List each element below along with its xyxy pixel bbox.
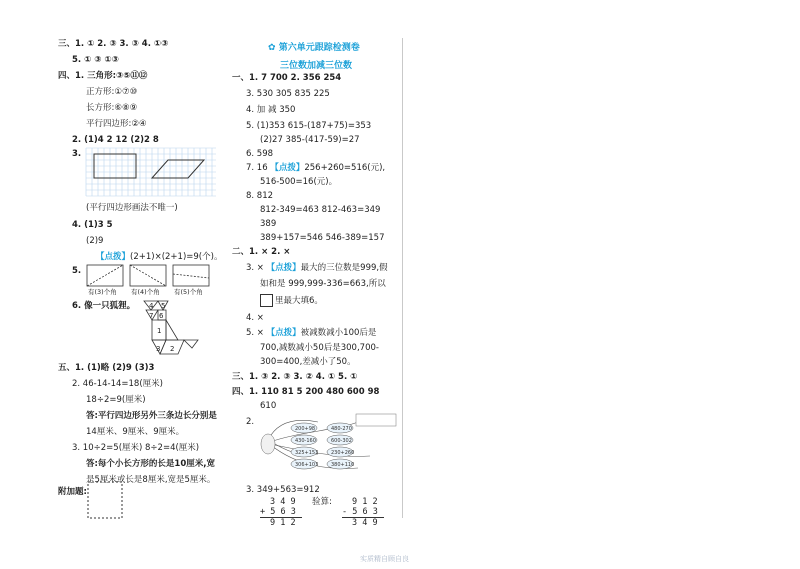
r-l15 bbox=[260, 294, 323, 307]
grid-parallelogram bbox=[152, 160, 204, 178]
r-l2: 3. 530 305 835 225 bbox=[246, 89, 330, 99]
fish-label-5: 325+153 bbox=[295, 450, 319, 456]
unit-title-text: 第六单元跟踪检测卷 bbox=[278, 43, 360, 53]
r-l7-text: 256+260=516(元), bbox=[304, 163, 386, 173]
r-l16: 4. × bbox=[246, 313, 264, 323]
r-l13 bbox=[246, 262, 388, 274]
s5-q2-answer: 答:平行四边形另外三条边长分别是 bbox=[86, 411, 217, 421]
s5-q1: 五、1. (1)略 (2)9 (3)3 bbox=[58, 363, 155, 373]
s4-q3-label: 3. bbox=[72, 149, 82, 159]
tangram-num-3: 3 bbox=[156, 345, 161, 353]
tangram-num-5: 5 bbox=[161, 302, 166, 310]
s4-q6: 6. 像一只狐狸。 bbox=[72, 301, 136, 311]
tangram-fox bbox=[138, 298, 202, 356]
s3-line2: 5. ① ③ ①③ bbox=[72, 55, 119, 65]
s5-q2b: 18÷2=9(厘米) bbox=[86, 395, 146, 405]
s5-q3-answer: 答:每个小长方形的长是10厘米,宽 bbox=[86, 459, 215, 469]
extra-figure bbox=[86, 480, 126, 522]
title-flower-icon: ✿ bbox=[268, 43, 276, 53]
fish-label-6: 230+260 bbox=[331, 450, 355, 456]
r-l18: 700,减数减小50后是300,700- bbox=[260, 343, 379, 353]
r-l13-text: 最大的三位数是999,假 bbox=[300, 263, 388, 273]
footer-watermark: 实质精自顾自良 bbox=[360, 555, 409, 563]
extra-label: 附加题: bbox=[58, 487, 87, 497]
r-l7-num: 7. 16 bbox=[246, 163, 268, 173]
fish-label-3: 430-160 bbox=[295, 438, 316, 444]
column-divider bbox=[402, 38, 403, 518]
vert-add-2: + 5 6 3 bbox=[260, 507, 296, 517]
tangram-num-2: 2 bbox=[170, 345, 175, 353]
r-l4: 5. (1)353 615-(187+75)=353 bbox=[246, 121, 372, 131]
q5-figures bbox=[86, 264, 216, 288]
check-label: 验算: bbox=[312, 497, 332, 507]
s4-q2: 2. (1)4 2 12 (2)2 8 bbox=[72, 135, 159, 145]
r-l15-text: 里最大填6。 bbox=[275, 296, 323, 306]
r-l17-num: 5. × bbox=[246, 328, 264, 338]
r-l10: 389 bbox=[260, 219, 277, 229]
s4-q1-para: 平行四边形:②④ bbox=[86, 119, 147, 129]
r-l13-num: 3. × bbox=[246, 263, 264, 273]
tangram-num-6: 6 bbox=[159, 312, 164, 320]
vert-sub-3: 3 4 9 bbox=[352, 518, 378, 528]
vert-sub-1: 9 1 2 bbox=[352, 497, 378, 507]
r-l11: 389+157=546 546-389=157 bbox=[260, 233, 385, 243]
fish-figure bbox=[258, 412, 398, 476]
s5-q3-answer2: 是5厘米或长是8厘米,宽是5厘米。 bbox=[86, 475, 216, 485]
s5-q2-answer2: 14厘米、9厘米、9厘米。 bbox=[86, 427, 185, 437]
s4-q4-tip bbox=[96, 251, 222, 263]
unit-title bbox=[268, 40, 360, 53]
sub-title: 三位数加减三位数 bbox=[280, 61, 353, 71]
r-l6: 6. 598 bbox=[246, 149, 274, 159]
s4-q3-note: (平行四边形画法不唯一) bbox=[86, 203, 178, 213]
q5-caption-2: 有(4)个角 bbox=[131, 288, 160, 296]
r-l3: 4. 加 减 350 bbox=[246, 105, 296, 115]
tip-text: (2+1)×(2+1)=9(个)。 bbox=[130, 252, 223, 262]
vert-add-1: 3 4 9 bbox=[270, 497, 296, 507]
r-l24: 3. 349+563=912 bbox=[246, 485, 320, 495]
r-l22: 610 bbox=[260, 401, 277, 411]
blank-box bbox=[260, 294, 273, 307]
r-l21: 四、1. 110 81 5 200 480 600 98 bbox=[232, 387, 380, 397]
s4-q1-rect: 长方形:⑥⑧⑨ bbox=[86, 103, 138, 113]
tangram-num-4: 4 bbox=[149, 302, 154, 310]
r-l20: 三、1. ③ 2. ③ 3. ② 4. ① 5. ① bbox=[232, 372, 358, 382]
r-l1: 一、1. 7 700 2. 356 254 bbox=[232, 73, 342, 83]
r-l8: 8. 812 bbox=[246, 191, 274, 201]
r-l23: 2. bbox=[246, 417, 255, 427]
tangram-num-1: 1 bbox=[157, 327, 162, 335]
r-l7-tip: 【点拨】 bbox=[270, 163, 305, 173]
s5-q2: 2. 46-14-14=18(厘米) bbox=[72, 379, 163, 389]
r-l13-tip: 【点拨】 bbox=[266, 263, 301, 273]
s4-q4b: (2)9 bbox=[86, 236, 104, 246]
r-l9: 812-349=463 812-463=349 bbox=[260, 205, 381, 215]
s5-q3: 3. 10÷2=5(厘米) 8÷2=4(厘米) bbox=[72, 443, 200, 453]
r-l19: 300=400,差减小了50。 bbox=[260, 357, 356, 367]
r-l17-tip: 【点拨】 bbox=[266, 328, 301, 338]
r-l7c: 516-500=16(元)。 bbox=[260, 177, 338, 187]
fish-label-7: 306+103 bbox=[295, 462, 319, 468]
s4-q1: 四、1. 三角形:③⑤⑪⑫ bbox=[58, 71, 148, 81]
s3-line1: 三、1. ① 2. ③ 3. ③ 4. ①③ bbox=[58, 39, 169, 49]
tangram-num-7: 7 bbox=[149, 312, 154, 320]
fish-label-1: 200+98 bbox=[295, 426, 316, 432]
q5-caption-1: 有(3)个角 bbox=[88, 288, 117, 296]
fish-label-4: 600-302 bbox=[331, 438, 352, 444]
tip-label: 【点拨】 bbox=[96, 252, 131, 262]
s4-q4a: 4. (1)3 5 bbox=[72, 220, 113, 230]
vert-add-3: 9 1 2 bbox=[270, 518, 296, 528]
q5-caption-3: 有(5)个角 bbox=[174, 288, 203, 296]
r-l7 bbox=[246, 162, 385, 174]
r-l17-text: 被减数减小100后是 bbox=[300, 328, 377, 338]
fish-label-8: 380+110 bbox=[331, 462, 355, 468]
s4-q5-label: 5. bbox=[72, 266, 82, 276]
fish-label-2: 480-270 bbox=[331, 426, 352, 432]
r-l5: (2)27 385-(417-59)=27 bbox=[260, 135, 360, 145]
r-l14: 如和是 999,999-336=663,所以 bbox=[260, 279, 386, 289]
r-l17 bbox=[246, 327, 376, 339]
vert-sub-2: - 5 6 3 bbox=[342, 507, 378, 517]
grid-figure bbox=[86, 148, 216, 196]
r-l12: 二、1. × 2. × bbox=[232, 247, 291, 257]
s4-q1-square: 正方形:①⑦⑩ bbox=[86, 87, 138, 97]
